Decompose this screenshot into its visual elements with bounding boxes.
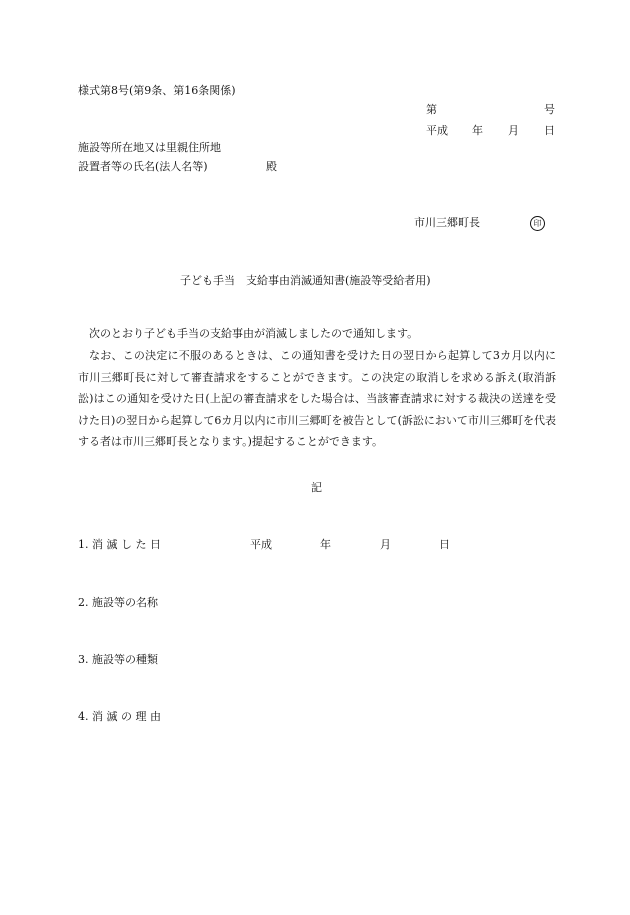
number-prefix: 第 — [426, 103, 437, 116]
date-day: 日 — [544, 124, 555, 137]
ki-heading: 記 — [311, 481, 322, 494]
item-1-day: 日 — [439, 538, 450, 551]
item-1-era: 平成 — [250, 538, 272, 551]
recipient-honorific: 殿 — [266, 160, 277, 173]
item-3-label: 3. 施設等の種類 — [78, 653, 158, 666]
body-paragraph-1: 次のとおり子ども手当の支給事由が消滅しましたので通知します。 — [89, 327, 419, 340]
date-year: 年 — [472, 124, 483, 137]
item-1-label: 1. 消 滅 し た 日 — [78, 538, 161, 551]
seal-stamp: 印 — [530, 216, 545, 231]
recipient-address: 施設等所在地又は里親住所地 — [78, 141, 221, 154]
number-suffix: 号 — [544, 103, 555, 116]
body-paragraph-2: なお、この決定に不服のあるときは、この通知書を受けた日の翌日から起算して3カ月以内に市川三郷町長に対して審査請求をすることができます。この決定の取消しを求める訴え(取消訴訟)はこの通知を受けた日(上記の審査請求をした場合は、当該審査請求に対する裁決の送達を受けた日)の翌日から起算して6カ月以内に市川三郷町を被告として(訴訟において市川三郷町を代表する者は市川三郷町長となります。)提起することができます。 — [78, 349, 556, 448]
issuer: 市川三郷町長 — [414, 216, 480, 229]
item-2-label: 2. 施設等の名称 — [78, 596, 158, 609]
document-title: 子ども手当 支給事由消滅通知書(施設等受給者用) — [180, 274, 431, 287]
date-era: 平成 — [426, 124, 448, 137]
form-label: 様式第8号(第9条、第16条関係) — [78, 84, 236, 97]
date-month: 月 — [508, 124, 519, 137]
item-4-label: 4. 消 滅 の 理 由 — [78, 710, 161, 723]
item-1-month: 月 — [380, 538, 391, 551]
item-1-year: 年 — [320, 538, 331, 551]
recipient-name: 設置者等の氏名(法人名等) — [78, 160, 208, 173]
